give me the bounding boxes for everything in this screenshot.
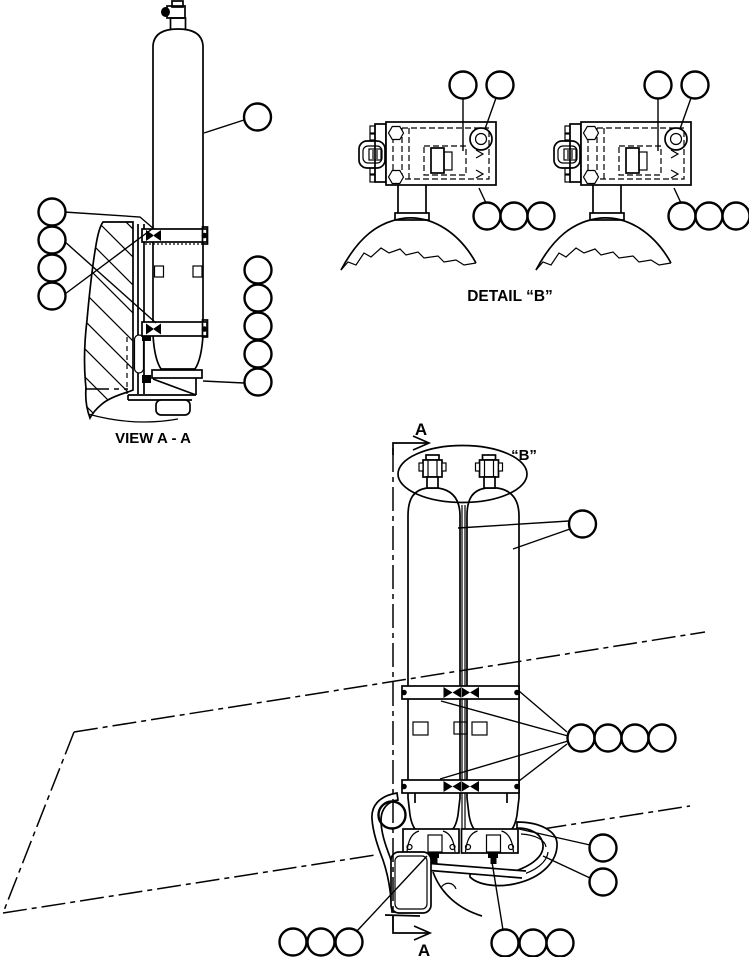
callout-balloon	[569, 511, 596, 538]
detail-b-right-assembly	[536, 98, 691, 270]
callout-balloon	[336, 929, 363, 956]
callout-balloon	[39, 227, 66, 254]
section-marker-top	[393, 420, 429, 455]
callout-balloon	[244, 104, 271, 131]
section-letter-top: A	[414, 420, 428, 439]
callout-balloon	[649, 725, 676, 752]
detail-b-reference-ellipse	[398, 446, 527, 503]
callout-balloon	[696, 203, 723, 230]
phantom-panel-top-edge	[74, 632, 705, 732]
callout-balloon	[39, 283, 66, 310]
callout-balloon	[487, 72, 514, 99]
detail-b-left-assembly	[341, 98, 496, 270]
callout-balloon	[280, 929, 307, 956]
foot-bracket	[128, 370, 202, 415]
section-marker-bottom	[393, 915, 430, 957]
callout-balloon	[245, 313, 272, 340]
callout-balloon	[645, 72, 672, 99]
detail-b-caption: DETAIL “B”	[467, 288, 553, 305]
callout-balloon	[39, 199, 66, 226]
callout-balloon	[450, 72, 477, 99]
callout-balloon	[474, 203, 501, 230]
callout-balloon	[590, 869, 617, 896]
access-door	[391, 852, 431, 913]
callout-balloon	[622, 725, 649, 752]
callout-balloon	[590, 835, 617, 862]
gas-cylinder	[153, 1, 203, 369]
callout-balloon	[682, 72, 709, 99]
callout-balloon	[245, 257, 272, 284]
callout-balloon	[245, 285, 272, 312]
detail-b-reference-label: “B”	[511, 447, 537, 464]
callout-balloon	[245, 341, 272, 368]
view-a-a-caption: VIEW A - A	[115, 430, 191, 447]
callout-balloon	[39, 255, 66, 282]
mount-flange	[135, 224, 152, 394]
callout-balloon	[501, 203, 528, 230]
cylinder-valves	[419, 455, 503, 488]
phantom-panel-left-edge	[3, 732, 74, 913]
callout-balloon	[669, 203, 696, 230]
callout-balloon	[245, 369, 272, 396]
callout-balloon	[568, 725, 595, 752]
callout-balloon	[492, 930, 519, 957]
section-letter-bottom: A	[417, 941, 431, 957]
callout-balloon	[308, 929, 335, 956]
callout-balloon	[547, 930, 574, 957]
callout-balloon	[723, 203, 749, 230]
callout-balloon	[520, 930, 547, 957]
callout-balloon	[528, 203, 555, 230]
phantom-panel-bottom-edge	[3, 806, 690, 913]
callout-balloon	[595, 725, 622, 752]
lower-strap	[142, 320, 208, 337]
